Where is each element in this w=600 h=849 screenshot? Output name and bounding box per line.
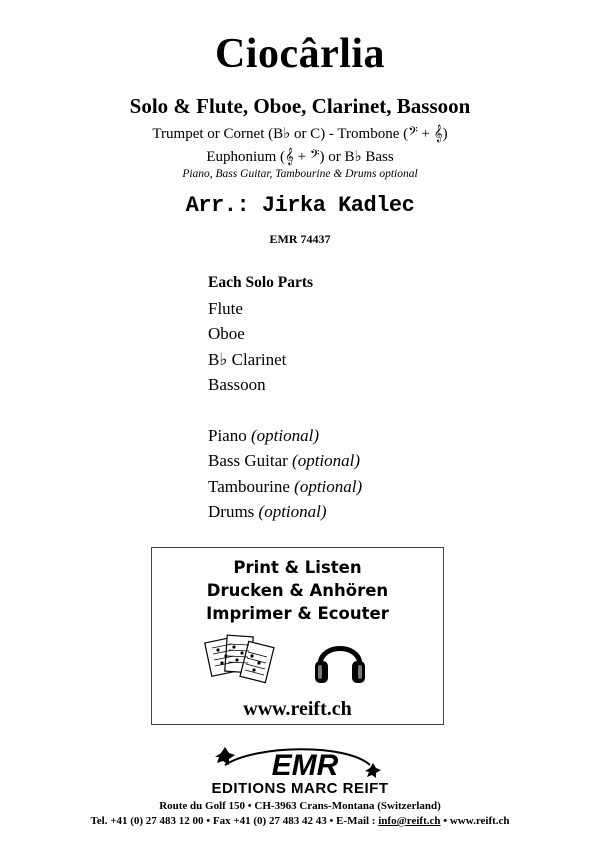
sheet-music-icon <box>204 630 276 692</box>
promo-line-german: Drucken & Anhören <box>206 581 389 600</box>
optional-note: (optional) <box>258 502 327 521</box>
optional-note: (optional) <box>294 476 363 496</box>
part-item: Bassoon <box>208 375 266 394</box>
headphones-icon <box>312 633 368 691</box>
arranger: Arr.: Jirka Kadlec <box>185 193 415 218</box>
part-name: Piano <box>208 425 247 445</box>
logo-text: EMR <box>271 749 339 782</box>
part-name: Drums <box>208 502 255 521</box>
promo-icons <box>152 625 443 705</box>
catalog-code: EMR 74437 <box>269 232 331 246</box>
contact-website[interactable]: • www.reift.ch <box>440 815 510 827</box>
optional-part-item <box>208 474 362 500</box>
instrumentation-line-1: Trumpet or Cornet (B♭ or C) - Trombone (𝄢 + 𝄞) <box>152 126 448 142</box>
score-subtitle: Solo & Flute, Oboe, Clarinet, Bassoon <box>129 94 471 118</box>
email-link[interactable]: info@reift.ch <box>378 815 441 827</box>
optional-note: (optional) <box>250 425 319 445</box>
promo-line-english: Print & Listen <box>233 558 362 577</box>
promo-line-french: Imprimer & Ecouter <box>206 604 389 623</box>
publisher-name: EDITIONS MARC REIFT <box>211 780 389 797</box>
part-name: Bass Guitar <box>208 451 288 470</box>
contact-phone-fax: Tel. +41 (0) 27 483 12 00 • Fax +41 (0) 27 483 42 43 • E-Mail : <box>90 815 379 827</box>
optional-part-item <box>208 499 362 525</box>
optional-part-item <box>208 448 362 474</box>
instrumentation-line-3: Piano, Bass Guitar, Tambourine & Drums optional <box>182 168 418 180</box>
parts-heading: Each Solo Parts <box>208 274 314 291</box>
print-listen-box[interactable] <box>151 547 444 725</box>
part-item: Oboe <box>208 324 245 343</box>
part-name: Tambourine <box>208 476 290 496</box>
part-item: B♭ Clarinet <box>208 349 287 369</box>
publisher-contact <box>0 815 600 827</box>
parts-list <box>208 270 362 525</box>
website-link[interactable]: www.reift.ch <box>243 698 352 720</box>
parts-gap <box>208 398 362 423</box>
part-item: Flute <box>208 298 243 318</box>
instrumentation-line-2: Euphonium (𝄞 + 𝄢) or B♭ Bass <box>206 149 394 165</box>
score-title: Ciocârlia <box>214 31 386 77</box>
publisher-address: Route du Golf 150 • CH-3963 Crans-Montana (Switzerland) <box>159 800 441 812</box>
optional-note: (optional) <box>292 451 361 470</box>
optional-part-item <box>208 423 362 449</box>
